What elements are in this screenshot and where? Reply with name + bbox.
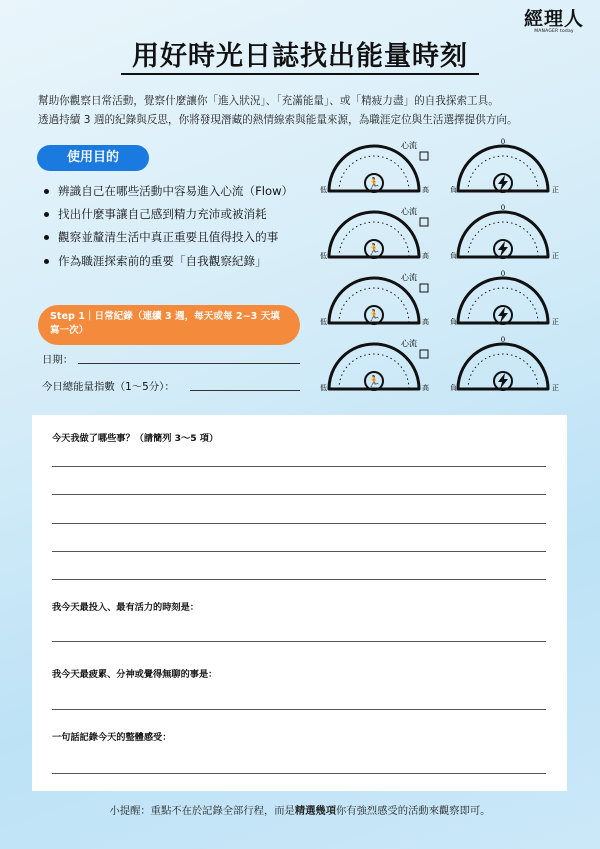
gauge-row xyxy=(320,204,559,260)
journal-writing-area xyxy=(32,415,567,791)
energy-zero-label: 0 xyxy=(500,138,506,146)
energy-gauge xyxy=(450,204,559,260)
answer-line[interactable] xyxy=(52,641,546,642)
answer-line[interactable] xyxy=(52,709,546,710)
flow-label: 心流 xyxy=(401,273,417,282)
flow-low-label: 低 xyxy=(320,186,327,194)
purpose-list xyxy=(42,180,332,273)
flow-checkbox[interactable] xyxy=(420,284,428,292)
flow-label: 心流 xyxy=(401,339,417,348)
flow-low-label: 低 xyxy=(320,318,327,326)
running-icon: 🏃 xyxy=(367,309,381,322)
gauge-row xyxy=(320,138,559,194)
tip-text-bold: 精選幾項 xyxy=(294,805,337,817)
flow-high-label: 高 xyxy=(422,384,429,392)
flow-high-label: 高 xyxy=(422,252,429,260)
lightning-icon xyxy=(498,241,508,257)
lightning-icon xyxy=(498,175,508,191)
energy-neg-label: 負 xyxy=(450,318,457,326)
energy-neg-label: 負 xyxy=(450,384,457,392)
purpose-item: 找出什麼事讓自己感到精力充沛或被消耗 xyxy=(42,203,332,226)
intro-text xyxy=(38,92,568,130)
flow-checkbox[interactable] xyxy=(420,218,428,226)
answer-line[interactable] xyxy=(52,494,546,495)
energy-zero-label: 0 xyxy=(500,204,506,212)
flow-high-label: 高 xyxy=(422,186,429,194)
date-field[interactable] xyxy=(78,363,300,364)
flow-label: 心流 xyxy=(401,207,417,216)
page-title: 用好時光日誌找出能量時刻 xyxy=(132,41,468,72)
flow-gauge xyxy=(320,272,429,326)
question-most-tired: 我今天最疲累、分神或覺得無聊的事是： xyxy=(52,669,218,680)
intro-line-2: 透過持續 3 週的紀錄與反思，你將發現潛藏的熱情線索與能量來源，為職涯定位與生活選擇提供方向。 xyxy=(38,114,518,126)
brand-subtitle: MANAGER today xyxy=(534,29,574,34)
flow-checkbox[interactable] xyxy=(420,152,428,160)
purpose-heading: 使用目的 xyxy=(37,145,149,171)
intro-line-1: 幫助你觀察日常活動，覺察什麼讓你「進入狀況」、「充滿能量」、或「精疲力盡」的自我探索工具。 xyxy=(38,95,499,107)
answer-line[interactable] xyxy=(52,579,546,580)
energy-gauge xyxy=(450,270,559,326)
brand-name: 經理人 xyxy=(523,8,584,30)
energy-pos-label: 正 xyxy=(552,252,559,260)
gauge-row xyxy=(320,270,559,326)
tip-text-after: 你有強烈感受的活動來觀察即可。 xyxy=(336,805,491,817)
date-label: 日期： xyxy=(42,354,74,366)
flow-low-label: 低 xyxy=(320,252,327,260)
energy-pos-label: 正 xyxy=(552,186,559,194)
question-overall-feeling: 一句話記錄今天的整體感受： xyxy=(52,732,172,743)
question-most-engaged: 我今天最投入、最有活力的時刻是： xyxy=(52,602,199,613)
energy-zero-label: 0 xyxy=(500,336,506,344)
energy-pos-label: 正 xyxy=(552,384,559,392)
energy-gauge xyxy=(450,138,559,194)
energy-neg-label: 負 xyxy=(450,252,457,260)
tip-text-before: 小提醒：重點不在於記錄全部行程，而是 xyxy=(109,805,295,817)
purpose-item: 觀察並釐清生活中真正重要且值得投入的事 xyxy=(42,226,332,249)
running-icon: 🏃 xyxy=(367,243,381,256)
title-underline xyxy=(121,73,479,75)
flow-low-label: 低 xyxy=(320,384,327,392)
running-icon: 🏃 xyxy=(367,177,381,190)
gauge-panel xyxy=(312,138,572,408)
lightning-icon xyxy=(498,307,508,323)
running-icon: 🏃 xyxy=(367,375,381,388)
question-activities: 今天我做了哪些事？（請簡列 3～5 項） xyxy=(52,433,219,444)
answer-line[interactable] xyxy=(52,466,546,467)
flow-gauge xyxy=(320,206,429,260)
footer-tip xyxy=(0,802,600,817)
flow-gauge xyxy=(320,140,429,194)
brand-logo xyxy=(524,10,584,35)
lightning-icon xyxy=(498,373,508,389)
purpose-item: 作為職涯探索前的重要「自我觀察紀錄」 xyxy=(42,250,332,273)
energy-index-field[interactable] xyxy=(190,390,300,391)
energy-neg-label: 負 xyxy=(450,186,457,194)
flow-label: 心流 xyxy=(401,141,417,150)
energy-gauge xyxy=(450,336,559,392)
flow-checkbox[interactable] xyxy=(420,350,428,358)
answer-line[interactable] xyxy=(52,551,546,552)
energy-pos-label: 正 xyxy=(552,318,559,326)
answer-line[interactable] xyxy=(52,523,546,524)
step-1-heading: Step 1｜日常紀錄（連續 3 週，每天或每 2~3 天填寫一次） xyxy=(38,305,300,345)
flow-gauge xyxy=(320,338,429,392)
answer-line[interactable] xyxy=(52,773,546,774)
flow-high-label: 高 xyxy=(422,318,429,326)
purpose-item: 辨識自己在哪些活動中容易進入心流（Flow） xyxy=(42,180,332,203)
gauge-row xyxy=(320,336,559,392)
energy-index-label: 今日總能量指數（1～5分）： xyxy=(42,381,175,393)
energy-zero-label: 0 xyxy=(500,270,506,278)
